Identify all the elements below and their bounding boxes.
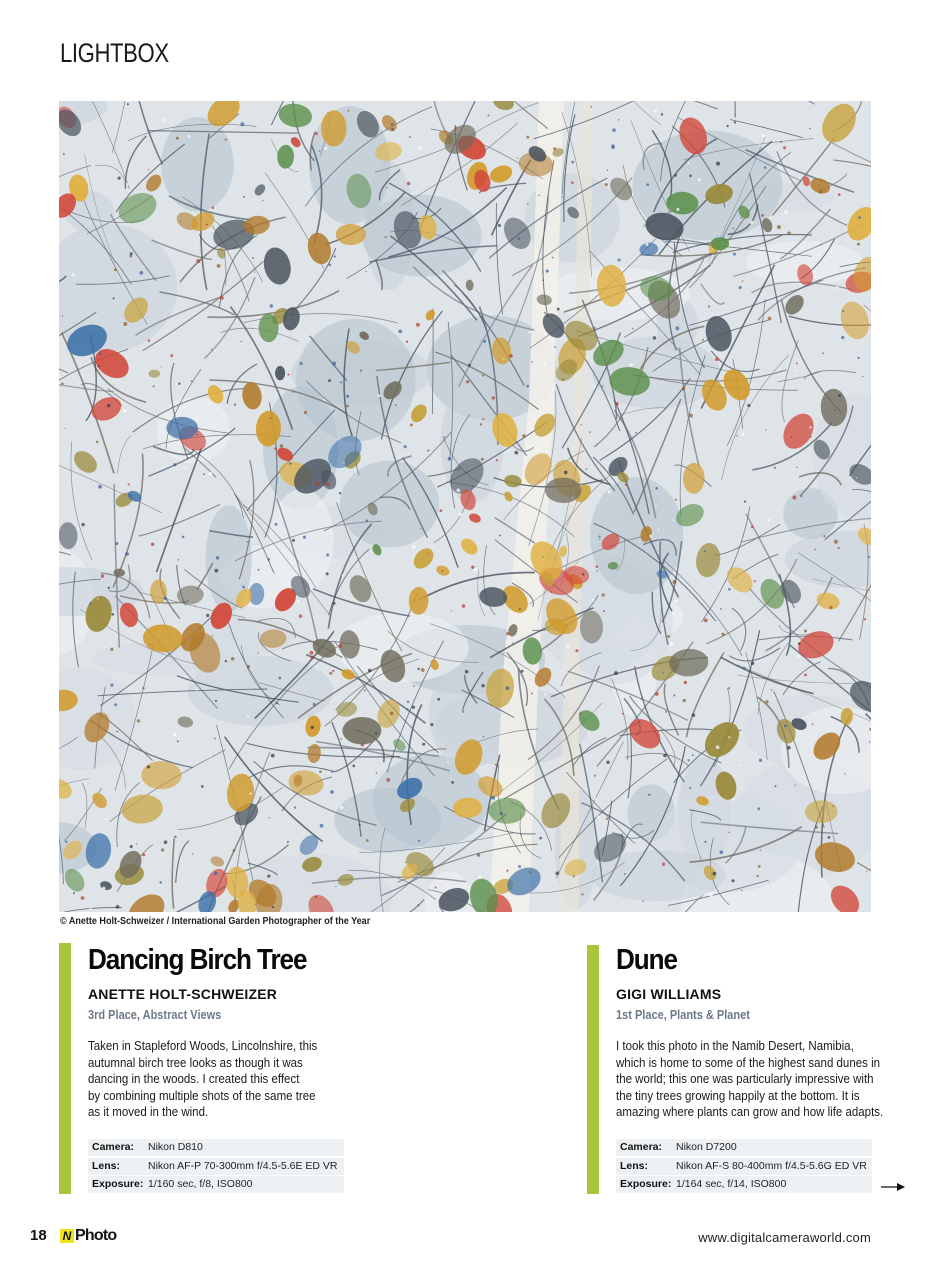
description-line: dancing in the woods. I created this effect: [88, 1072, 300, 1086]
entry-description: [616, 1038, 883, 1121]
spec-label: Exposure:: [92, 1178, 144, 1190]
spec-label: Exposure:: [620, 1178, 672, 1190]
description-line: Taken in Stapleford Woods, Lincolnshire, this: [88, 1039, 318, 1053]
spec-value: Nikon AF-S 80-400mm f/4.5-5.6G ED VR: [676, 1159, 867, 1172]
description-line: I took this photo in the Namib Desert, Namibia,: [616, 1039, 854, 1053]
spec-label: Camera:: [92, 1141, 135, 1153]
photo-credit: © Anette Holt-Schweizer / International Garden Photographer of the Year: [60, 915, 371, 927]
accent-bar: [587, 945, 599, 1194]
magazine-logo: [60, 1227, 116, 1245]
spec-row-exposure: [616, 1176, 872, 1193]
description-line: amazing where plants can grow and how life adapts.: [616, 1105, 884, 1119]
photographer-name: GIGI WILLIAMS: [616, 986, 722, 1002]
spec-row-lens: [616, 1158, 872, 1175]
description-line: which is home to some of the highest sand dunes in: [616, 1055, 881, 1070]
right-arrow-icon: [881, 1181, 905, 1193]
logo-text: Photo: [75, 1227, 117, 1244]
spec-label: Lens:: [92, 1159, 121, 1172]
entry-title: Dancing Birch Tree: [88, 944, 307, 976]
entry-dancing-birch-tree: [59, 943, 359, 1195]
award-label: 1st Place, Plants & Planet: [616, 1008, 750, 1022]
feature-photo: [59, 101, 871, 912]
entry-description: [88, 1038, 317, 1121]
spec-label: Camera:: [620, 1141, 663, 1153]
spec-value: Nikon AF-P 70-300mm f/4.5-5.6E ED VR: [148, 1159, 338, 1172]
description-line: autumnal birch tree looks as though it was: [88, 1055, 303, 1070]
section-title: LIGHTBOX: [60, 38, 169, 68]
entry-title: Dune: [616, 944, 677, 976]
spec-row-camera: [88, 1139, 344, 1156]
spec-value: Nikon D810: [148, 1141, 203, 1153]
spec-row-lens: [88, 1158, 344, 1175]
spec-value: Nikon D7200: [676, 1141, 737, 1153]
entry-dune: [587, 945, 887, 1197]
spec-value: 1/160 sec, f/8, ISO800: [148, 1178, 253, 1190]
award-label: 3rd Place, Abstract Views: [88, 1008, 222, 1022]
description-line: by combining multiple shots of the same tree: [88, 1088, 316, 1103]
accent-bar: [59, 943, 71, 1194]
spec-table: [616, 1139, 872, 1195]
spec-table: [88, 1139, 344, 1195]
description-line: the world; this one was particularly impressive with: [616, 1072, 874, 1086]
logo-mark: N: [60, 1229, 74, 1243]
spec-value: 1/164 sec, f/14, ISO800: [676, 1178, 787, 1190]
spec-row-exposure: [88, 1176, 344, 1193]
page-number: 18: [30, 1227, 47, 1244]
photo-artwork: [59, 101, 871, 912]
website-url: www.digitalcameraworld.com: [698, 1230, 871, 1245]
spec-row-camera: [616, 1139, 872, 1156]
description-line: as it moved in the wind.: [88, 1105, 209, 1119]
description-line: the tiny trees growing happily at the bottom. It is: [616, 1088, 860, 1103]
photographer-name: ANETTE HOLT-SCHWEIZER: [88, 986, 278, 1002]
spec-label: Lens:: [620, 1159, 649, 1172]
